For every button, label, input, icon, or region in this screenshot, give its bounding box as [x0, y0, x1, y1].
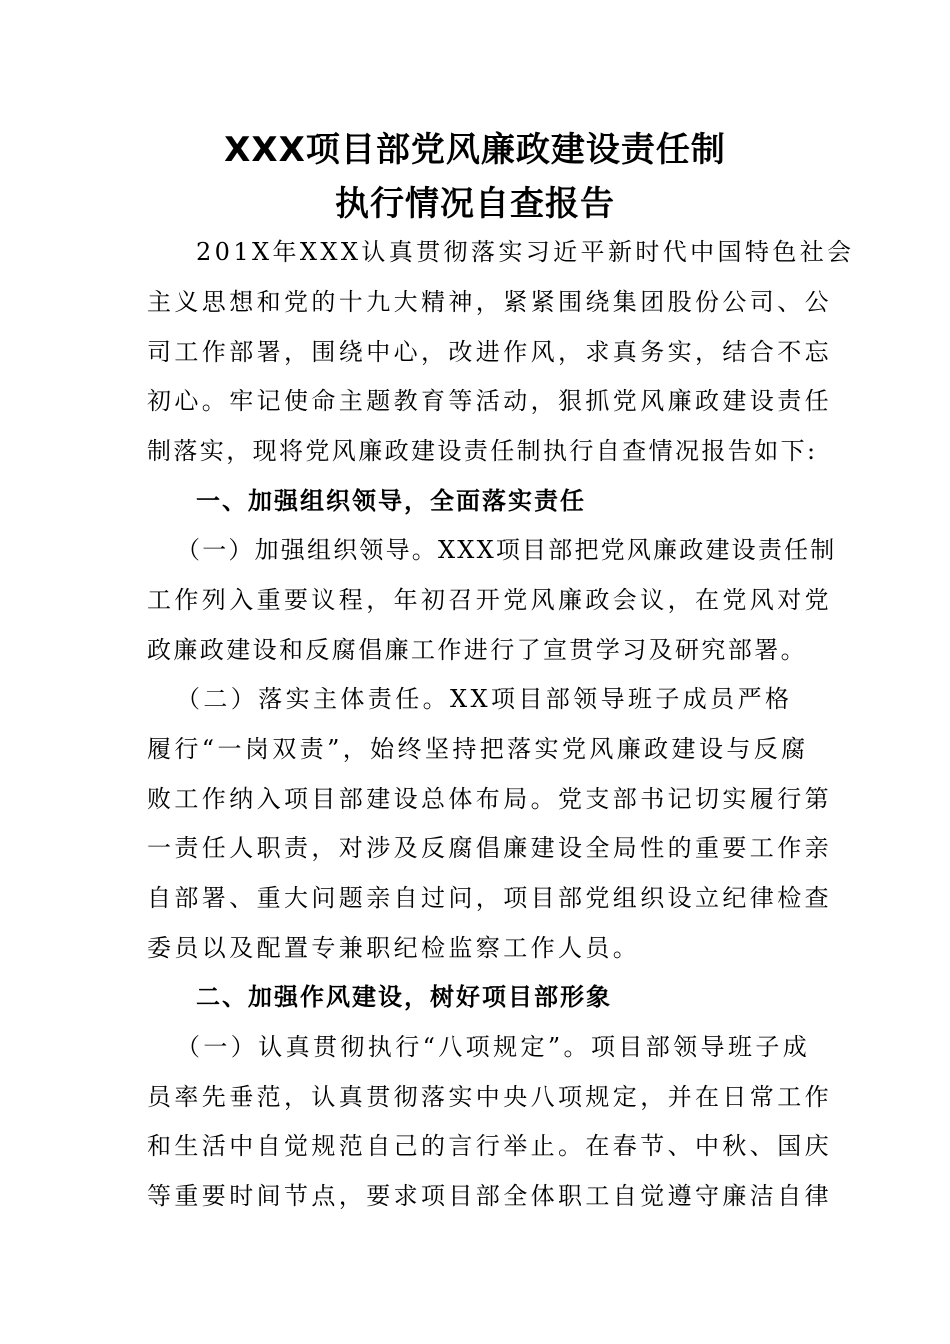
section-heading: 二、加强作风建设，树好项目部形象	[196, 983, 612, 1011]
body-line: （二）落实主体责任。XX项目部领导班子成员严格	[176, 685, 793, 713]
body-line: 政廉政建设和反腐倡廉工作进行了宣贯学习及研究部署。	[147, 636, 807, 664]
body-line: 败工作纳入项目部建设总体布局。党支部书记切实履行第	[147, 785, 832, 813]
document-title-line2: 执行情况自查报告	[335, 184, 615, 224]
body-line: 司工作部署，围绕中心，改进作风，求真务实，结合不忘	[147, 338, 832, 366]
body-line: 委员以及配置专兼职纪检监察工作人员。	[147, 934, 641, 962]
section-heading: 一、加强组织领导，全面落实责任	[196, 487, 586, 515]
body-line: （一）加强组织领导。XXX项目部把党风廉政建设责任制	[176, 536, 837, 564]
body-line: 和生活中自觉规范自己的言行举止。在春节、中秋、国庆	[147, 1132, 832, 1160]
body-line: 自部署、重大问题亲自过问，项目部党组织设立纪律检查	[147, 884, 832, 912]
body-line: 员率先垂范，认真贯彻落实中央八项规定，并在日常工作	[147, 1083, 832, 1111]
body-line: 201X年XXX认真贯彻落实习近平新时代中国特色社会	[196, 238, 855, 266]
body-line: 初心。牢记使命主题教育等活动，狠抓党风廉政建设责任	[147, 387, 832, 415]
body-line: 履行“一岗双责”，始终坚持把落实党风廉政建设与反腐	[147, 735, 809, 763]
body-line: 工作列入重要议程，年初召开党风廉政会议，在党风对党	[147, 586, 832, 614]
body-line: 制落实，现将党风廉政建设责任制执行自查情况报告如下:	[147, 437, 818, 465]
body-line: 等重要时间节点，要求项目部全体职工自觉遵守廉洁自律	[147, 1182, 832, 1210]
body-line: 一责任人职责，对涉及反腐倡廉建设全局性的重要工作亲	[147, 834, 832, 862]
document-title-line1: XXX项目部党风廉政建设责任制	[224, 130, 726, 170]
body-line: （一）认真贯彻执行“八项规定”。项目部领导班子成	[176, 1033, 811, 1061]
body-line: 主义思想和党的十九大精神，紧紧围绕集团股份公司、公	[147, 288, 832, 316]
